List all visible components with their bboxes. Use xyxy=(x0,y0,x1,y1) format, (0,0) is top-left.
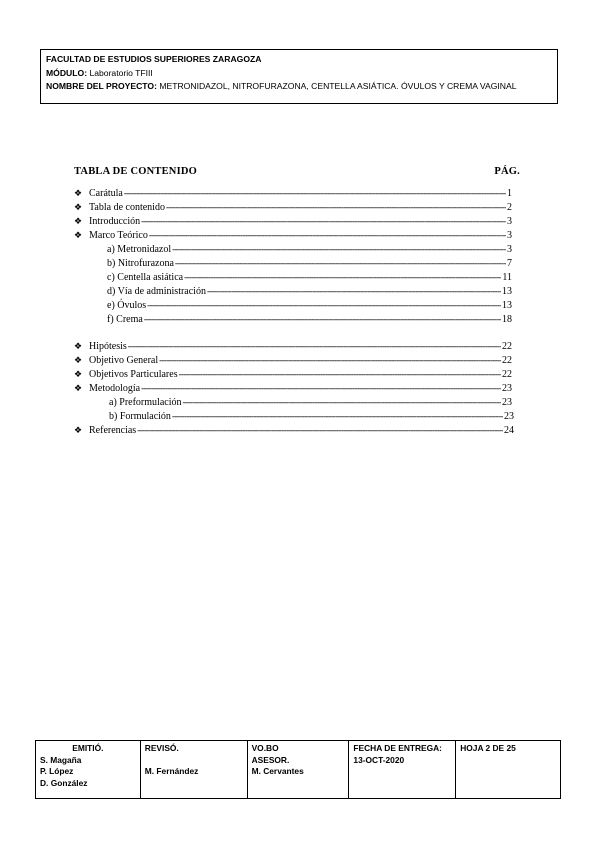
toc-entry-label: Metodología xyxy=(89,383,141,394)
toc-entry-page: 13 xyxy=(502,300,512,311)
toc-dot-leader xyxy=(128,340,501,353)
toc-entry-page: 3 xyxy=(507,216,512,227)
toc-entry[interactable] xyxy=(89,368,512,381)
project-label: NOMBRE DEL PROYECTO: xyxy=(46,81,157,91)
toc-bullet-icon: ❖ xyxy=(74,202,83,212)
toc-dot-leader xyxy=(137,424,503,437)
fecha-label: FECHA DE ENTREGA: xyxy=(353,743,442,753)
toc-dot-leader xyxy=(166,201,506,214)
reviso-cell xyxy=(140,741,247,799)
toc-entry-page: 18 xyxy=(502,314,512,325)
toc-dot-leader xyxy=(147,299,501,312)
toc-heading xyxy=(74,166,520,177)
toc-entry-label: Introducción xyxy=(89,216,141,227)
toc-entry[interactable] xyxy=(89,201,512,214)
toc-bullet-icon: ❖ xyxy=(74,216,83,226)
toc-entry-page: 3 xyxy=(507,230,512,241)
toc-dot-leader xyxy=(124,187,506,200)
toc-entry[interactable] xyxy=(107,257,512,270)
toc-entry-page: 23 xyxy=(502,383,512,394)
project-value: METRONIDAZOL, NITROFURAZONA, CENTELLA ASIÁTICA. ÓVULOS Y CREMA VAGINAL xyxy=(159,81,517,91)
vobo-name: M. Cervantes xyxy=(251,766,304,776)
toc-entry[interactable] xyxy=(107,285,512,298)
toc-entry[interactable] xyxy=(107,243,512,256)
toc-entry-label: Referencias xyxy=(89,425,137,436)
toc-entry-label: e) Óvulos xyxy=(107,300,147,311)
toc-dot-leader xyxy=(179,368,501,381)
toc-entry-label: Carátula xyxy=(89,188,123,199)
toc-bullet-icon: ❖ xyxy=(74,369,83,379)
toc-dot-leader xyxy=(182,396,501,409)
hoja-label: HOJA 2 DE 25 xyxy=(460,743,516,753)
toc-entry[interactable] xyxy=(89,340,512,353)
toc-entry[interactable] xyxy=(107,299,512,312)
toc-entry-label: Marco Teórico xyxy=(89,230,148,241)
fecha-cell xyxy=(349,741,456,799)
toc-entry-label: c) Centella asiática xyxy=(107,272,184,283)
toc-entry[interactable] xyxy=(89,215,512,228)
module-line xyxy=(46,67,552,81)
toc-dot-leader xyxy=(149,229,506,242)
emitio-name-3: D. González xyxy=(40,777,88,788)
toc-entry-page: 22 xyxy=(502,355,512,366)
toc-entry-label: Hipótesis xyxy=(89,341,127,352)
toc-entry-label: f) Crema xyxy=(107,314,143,325)
vobo-sub-label: ASESOR. xyxy=(251,754,290,765)
toc-bullet-icon: ❖ xyxy=(74,355,83,365)
toc-entry-label: a) Preformulación xyxy=(109,397,182,408)
toc-dot-leader xyxy=(175,257,506,270)
toc-entry-page: 2 xyxy=(507,202,512,213)
toc-bullet-icon: ❖ xyxy=(74,188,83,198)
emitio-name-2: P. López xyxy=(40,766,74,776)
toc-entry[interactable] xyxy=(107,313,512,326)
toc-dot-leader xyxy=(172,410,503,423)
toc-entry-label: d) Vía de administración xyxy=(107,286,206,297)
toc-entry[interactable] xyxy=(109,410,514,423)
toc-entry-page: 13 xyxy=(502,286,512,297)
toc-entry[interactable] xyxy=(107,271,512,284)
toc-bullet-icon: ❖ xyxy=(74,383,83,393)
emitio-name-1: S. Magaña xyxy=(40,754,82,765)
toc-entry-page: 23 xyxy=(502,397,512,408)
toc-entry[interactable] xyxy=(89,424,514,437)
hoja-cell xyxy=(456,741,561,799)
toc-entry[interactable] xyxy=(89,354,512,367)
toc-entry[interactable] xyxy=(109,396,512,409)
fecha-value: 13-OCT-2020 xyxy=(353,754,405,765)
toc-entry-page: 1 xyxy=(507,188,512,199)
toc-entry-label: a) Metronidazol xyxy=(107,244,172,255)
toc-entry-page: 23 xyxy=(504,411,514,422)
project-header-box xyxy=(40,49,558,104)
reviso-name: M. Fernández xyxy=(144,766,199,776)
reviso-label: REVISÓ. xyxy=(144,743,179,753)
toc-entry-label: b) Nitrofurazona xyxy=(107,258,174,269)
vobo-cell xyxy=(247,741,349,799)
vobo-label: VO.BO xyxy=(251,743,279,753)
faculty-name: FACULTAD DE ESTUDIOS SUPERIORES ZARAGOZA xyxy=(46,54,262,64)
toc-entry-label: b) Formulación xyxy=(109,411,171,422)
module-label: MÓDULO: xyxy=(46,67,88,78)
toc-dot-leader xyxy=(141,215,506,228)
toc-entry-page: 3 xyxy=(507,244,512,255)
toc-dot-leader xyxy=(172,243,506,256)
toc-entry-label: Tabla de contenido xyxy=(89,202,165,213)
toc-dot-leader xyxy=(159,354,501,367)
module-value: Laboratorio TFIII xyxy=(89,67,153,78)
toc-bullet-icon: ❖ xyxy=(74,341,83,351)
toc-entry-label: Objetivo General xyxy=(89,355,159,366)
toc-bullet-icon: ❖ xyxy=(74,230,83,240)
toc-page-column-header: PÁG. xyxy=(494,166,520,177)
toc-entry-page: 11 xyxy=(502,272,512,283)
toc-entry[interactable] xyxy=(89,187,512,200)
toc-entry[interactable] xyxy=(89,229,512,242)
emitio-label: EMITIÓ. xyxy=(72,743,104,753)
toc-entry[interactable] xyxy=(89,382,512,395)
project-line xyxy=(46,80,552,94)
toc-dot-leader xyxy=(184,271,501,284)
approval-footer-table xyxy=(35,740,561,799)
toc-entry-label: Objetivos Particulares xyxy=(89,369,178,380)
toc-entry-page: 22 xyxy=(502,341,512,352)
faculty-line xyxy=(46,53,552,67)
toc-entry-page: 22 xyxy=(502,369,512,380)
toc-dot-leader xyxy=(141,382,501,395)
emitio-cell xyxy=(36,741,141,799)
toc-title: TABLA DE CONTENIDO xyxy=(74,166,198,177)
toc-dot-leader xyxy=(207,285,501,298)
toc-dot-leader xyxy=(144,313,501,326)
toc-bullet-icon: ❖ xyxy=(74,425,83,435)
toc-entry-page: 24 xyxy=(504,425,514,436)
toc-entry-page: 7 xyxy=(507,258,512,269)
